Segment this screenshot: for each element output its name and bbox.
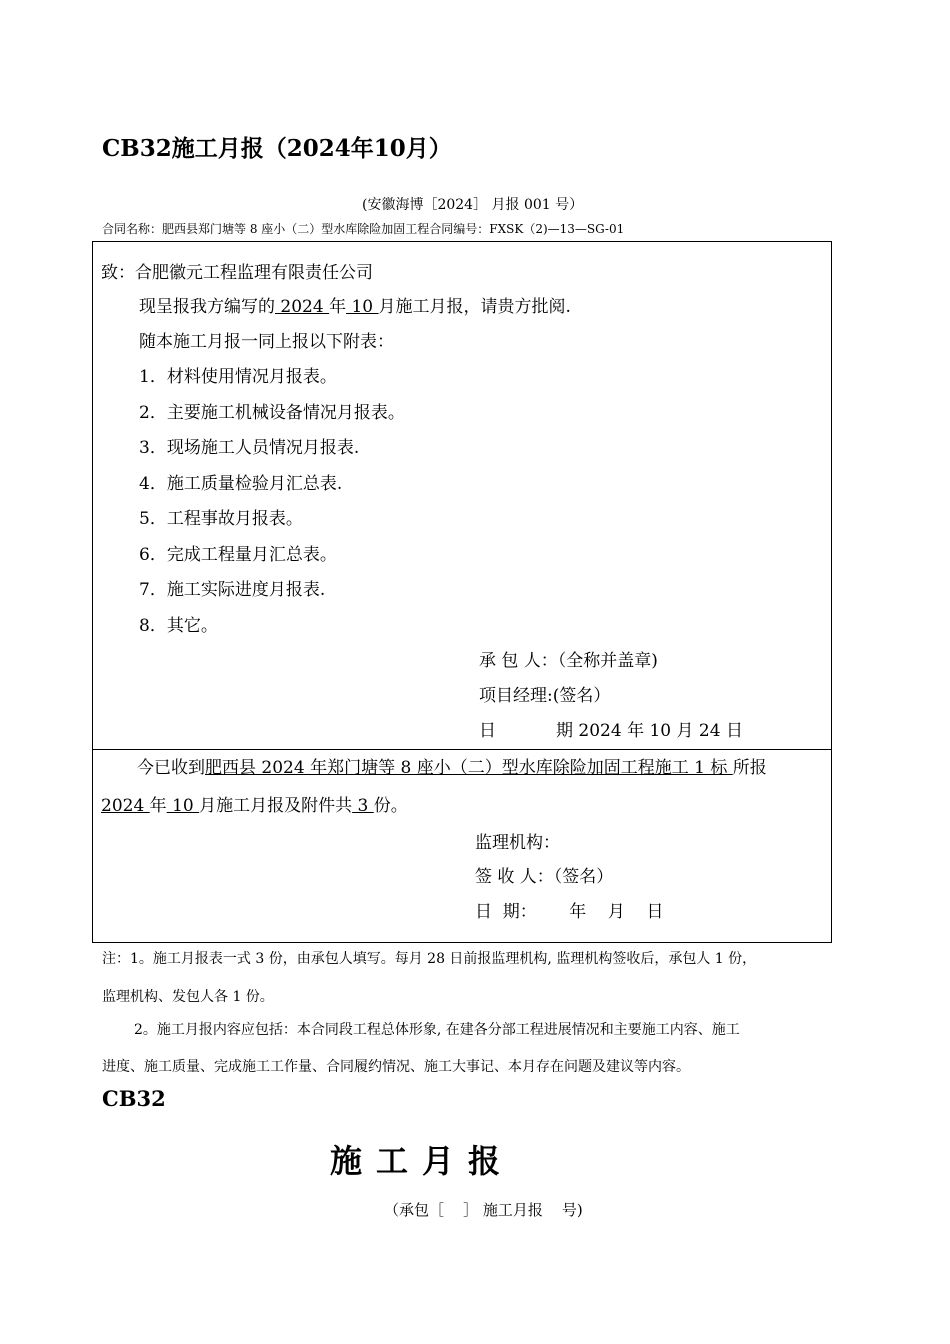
receipt-year: 2024	[101, 796, 150, 816]
receipt-post: 所报	[732, 758, 767, 778]
page-title: CB32施工月报（2024年10月）	[102, 135, 452, 162]
attachment-item: 5．工程事故月报表。	[139, 509, 303, 529]
note-2: 2。施工月报内容应包括：本合同段工程总体形象, 在建各分部工程进展情况和主要施工内容、施工	[134, 1022, 740, 1038]
monthly-report-subtitle: （承包［ ］ 施工月报 号)	[384, 1201, 583, 1219]
project-manager-line: 项目经理:(签名）	[479, 686, 611, 706]
date-value: 期 2024 年 10 月 24 日	[556, 721, 743, 741]
contract-info: 合同名称：肥西县郑门塘等 8 座小（二）型水库除险加固工程合同编号：FXSK（2)—13—SG-01	[102, 222, 625, 236]
receipt-project: 肥西县 2024 年郑门塘等 8 座小（二）型水库除险加固工程施工 1 标	[205, 758, 733, 778]
receipt-statement	[137, 753, 767, 778]
receipt-mid: 月施工月报及附件共	[199, 796, 353, 816]
note-2-cont: 进度、施工质量、完成施工工作量、合同履约情况、施工大事记、本月存在问题及建议等内容。	[102, 1059, 690, 1075]
report-statement	[139, 292, 571, 317]
report-year: 2024	[275, 297, 330, 317]
report-box	[92, 241, 832, 750]
date-label: 日	[479, 721, 496, 741]
receipt-date: 日 期： 年 月 日	[475, 902, 664, 922]
report-year-unit: 年	[329, 297, 347, 317]
report-post: 月施工月报，请贵方批阅.	[378, 297, 571, 317]
addressee: 致：合肥徽元工程监理有限责任公司	[101, 263, 373, 283]
attachment-item: 1．材料使用情况月报表。	[139, 367, 337, 387]
attachment-item: 7．施工实际进度月报表.	[139, 580, 326, 600]
attachment-item: 4．施工质量检验月汇总表.	[139, 474, 343, 494]
receipt-count: 3	[352, 796, 374, 816]
report-month: 10	[346, 297, 379, 317]
receipt-statement-2	[101, 791, 408, 816]
receipt-year-unit: 年	[149, 796, 167, 816]
report-reference: (安徽海博［2024］ 月报 001 号）	[362, 197, 584, 213]
attachment-item: 8．其它。	[139, 616, 218, 636]
monthly-report-title: 施工月报	[330, 1142, 515, 1180]
supervision-agency: 监理机构：	[475, 833, 560, 853]
attachment-item: 6．完成工程量月汇总表。	[139, 545, 337, 565]
attachment-intro: 随本施工月报一同上报以下附表：	[139, 332, 394, 352]
receipt-box	[92, 749, 832, 943]
report-pre: 现呈报我方编写的	[139, 297, 275, 317]
receipt-pre: 今已收到	[137, 758, 205, 778]
note-1: 注：1。施工月报表一式 3 份，由承包人填写。每月 28 日前报监理机构, 监理机构签收后，承包人 1 份，	[102, 951, 757, 967]
attachment-item: 2．主要施工机械设备情况月报表。	[139, 403, 405, 423]
note-1-cont: 监理机构、发包人各 1 份。	[102, 989, 274, 1005]
signer-line: 签 收 人：（签名）	[475, 867, 614, 887]
receipt-post-2: 份。	[373, 796, 408, 816]
contractor-line: 承 包 人：（全称并盖章)	[479, 651, 658, 671]
receipt-month: 10	[166, 796, 200, 816]
attachment-item: 3．现场施工人员情况月报表.	[139, 438, 360, 458]
form-code: CB32	[102, 1086, 166, 1111]
